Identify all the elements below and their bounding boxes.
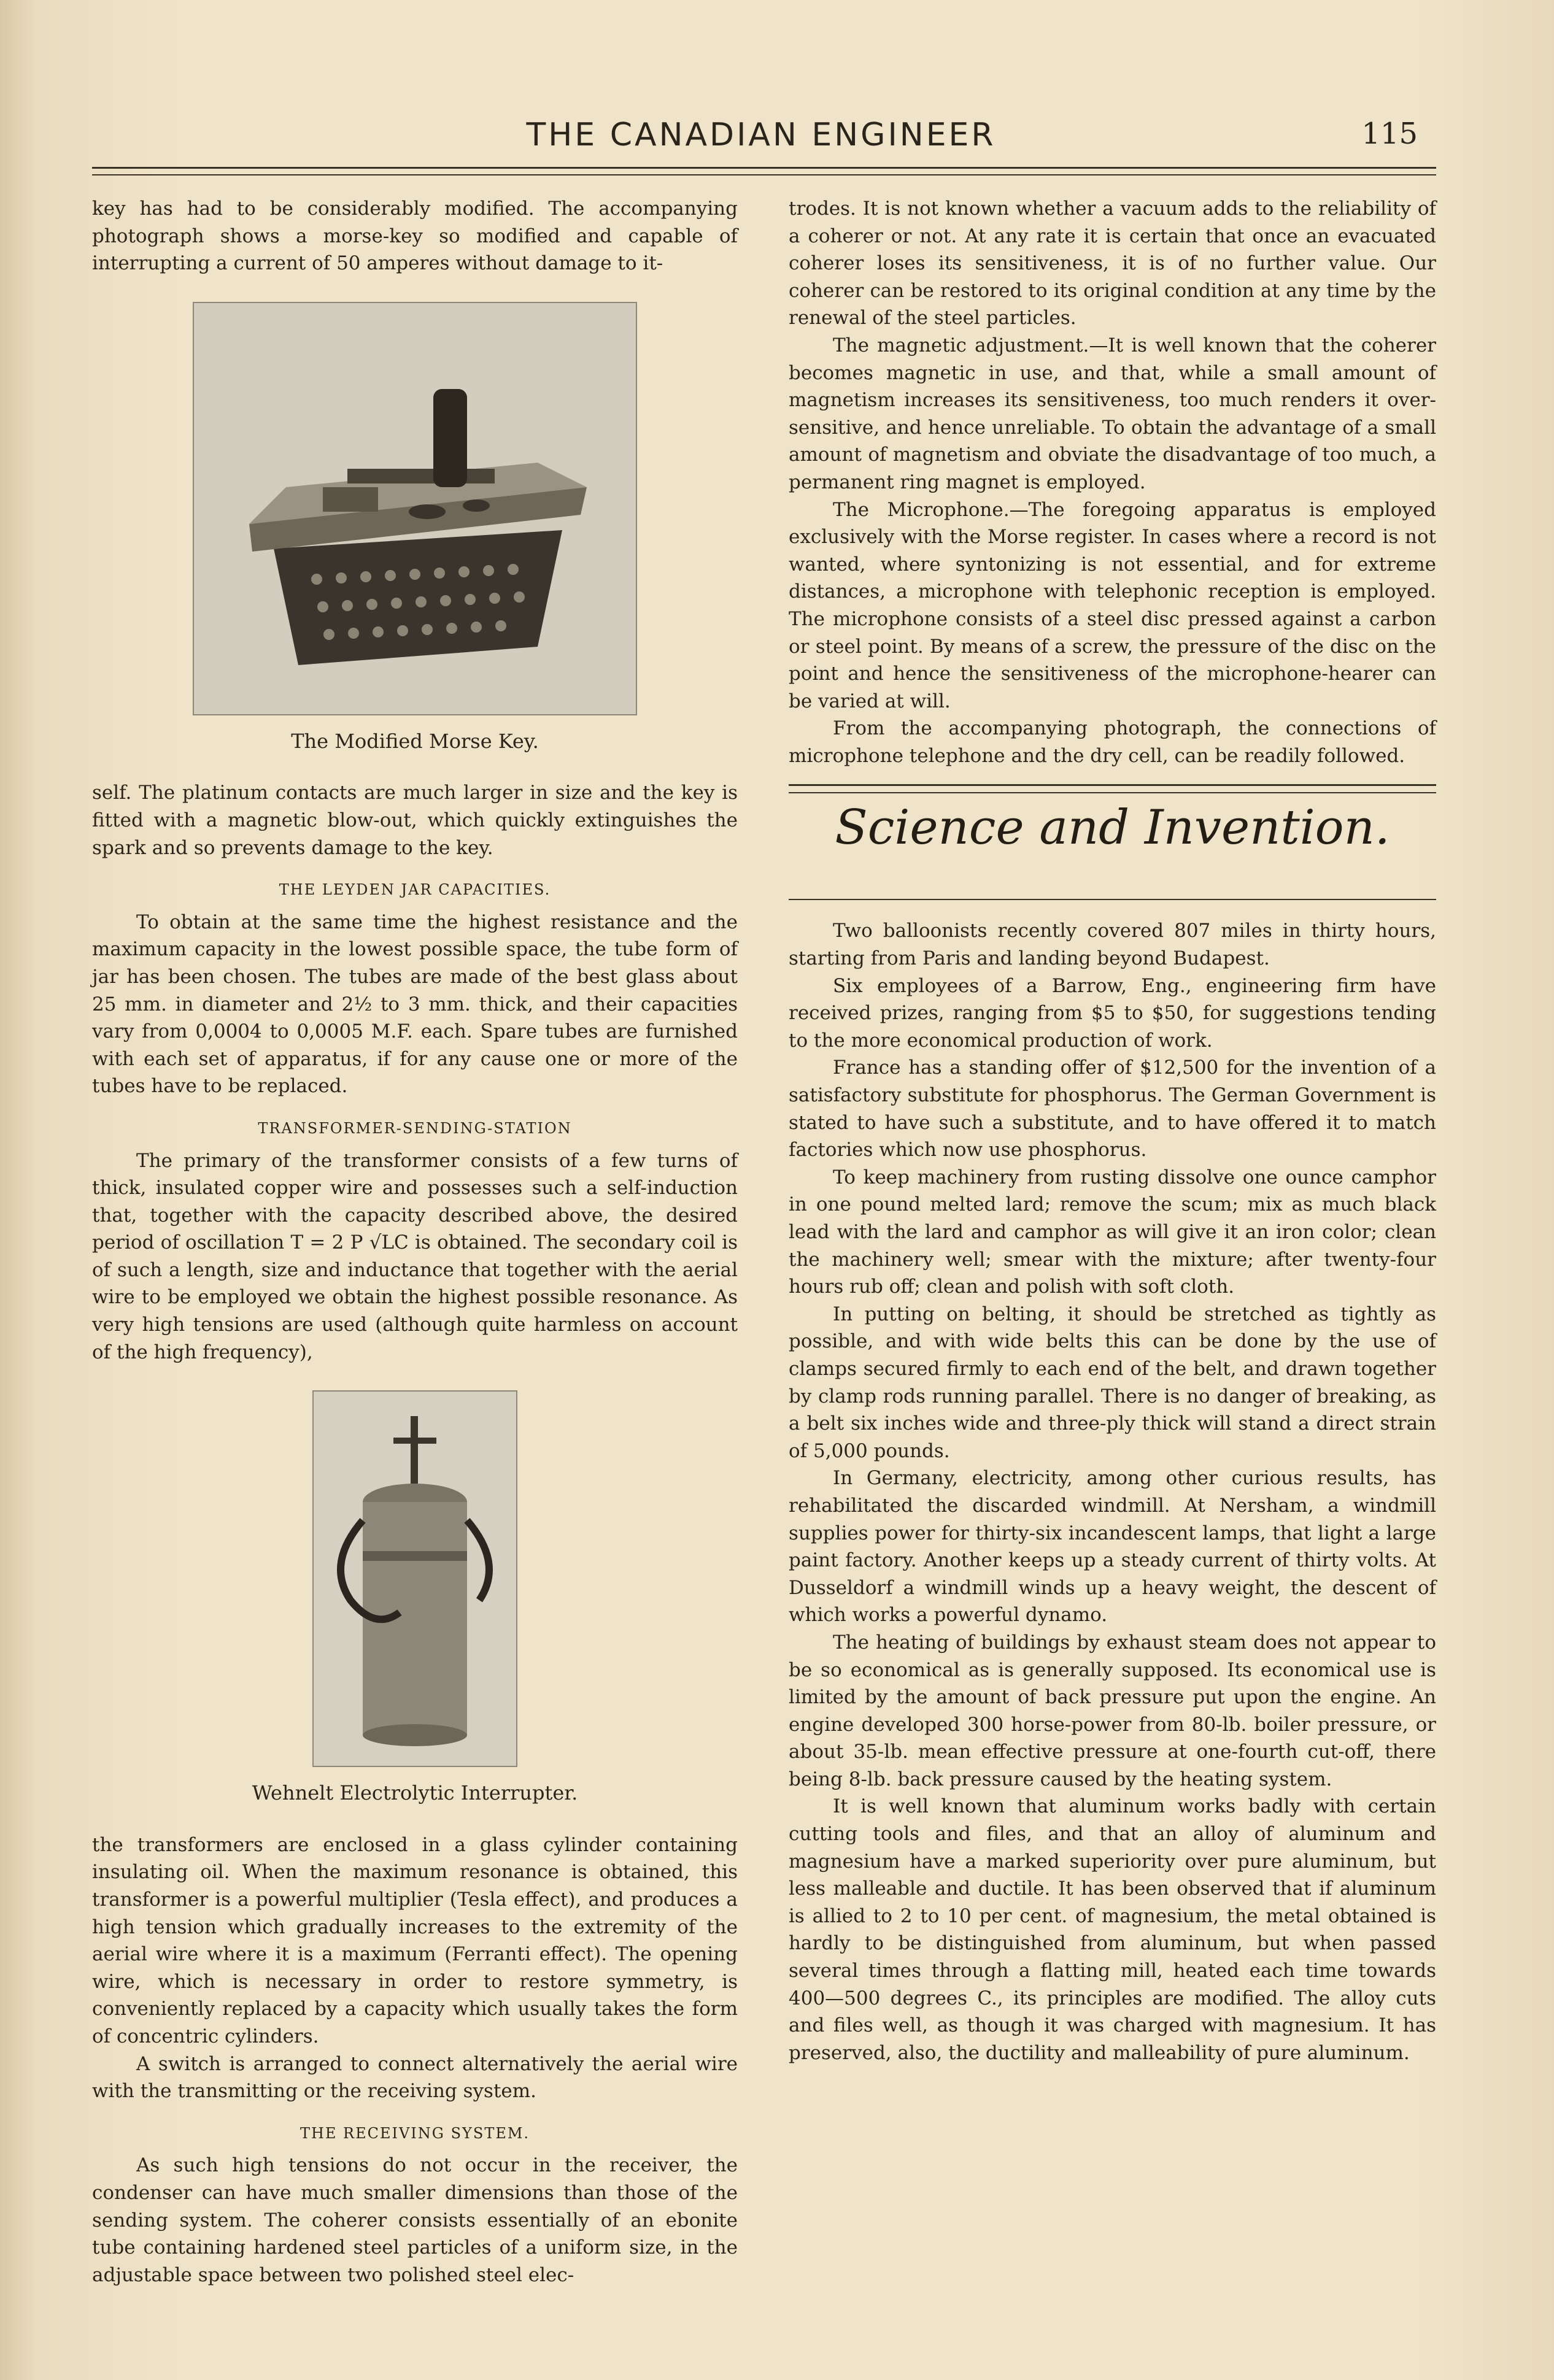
left-column <box>92 195 738 2289</box>
figure-caption: The Modified Morse Key. <box>291 729 539 753</box>
paragraph: A switch is arranged to connect alternatively the aerial wire with the transmitting or the receiving system. <box>92 2052 738 2103</box>
paragraph: To obtain at the same time the highest resistance and the maximum capacity in the lowest possible space, the tube form of jar has been chosen. The tubes are made of the best glass about 25 mm. in diameter and 2½ to 3 mm. thick, and their capacities vary from 0,0004 to 0,0005 M.F. each. Spare tubes are furnished with each set of apparatus, if for any cause one or more of the tubes have to be replaced. <box>92 911 738 1098</box>
page-number: 115 <box>1361 117 1418 151</box>
morse-key-image <box>194 303 636 714</box>
section-heading: THE LEYDEN JAR CAPACITIES. <box>279 881 551 899</box>
news-item: In putting on belting, it should be stretched as tightly as possible, and with wide belts this can be done by the use of clamps secured firmly to each end of the belt, and drawn together by clamp rods running parallel. There is no danger of breaking, as a belt six inches wide and three-ply thick will stand a direct strain of 5,000 pounds. <box>789 1303 1436 1462</box>
wehnelt-interrupter-photo <box>312 1390 517 1767</box>
news-item: The heating of buildings by exhaust steam does not appear to be so economical as is generally supposed. Its economical use is limited by the amount of back pressure put upon the engine. An engine developed 300 horse-power from 80-lb. boiler pressure, or about 35-lb. mean effective pressure at one-fourth cut-off, there being 8-lb. back pressure caused by the heating system. <box>789 1631 1436 1790</box>
paragraph: self. The platinum contacts are much larger in size and the key is fitted with a magnetic blow-out, which quickly extinguishes the spark and so prevents damage to the key. <box>92 782 738 859</box>
header-rule-secondary <box>92 174 1436 175</box>
section-divider-secondary <box>789 792 1436 793</box>
paragraph: The primary of the transformer consists of a few turns of thick, insulated copper wire and possesses such a self-induction that, together with the capacity described above, the desired period of oscillation T = 2 P √LC is obtained. The secondary coil is of such a length, size and inductance that together with the aerial wire to be employed we obtain the highest possible resonance. As very high tensions are used (although quite harmless on account of the high frequency), <box>92 1149 738 1363</box>
paragraph: trodes. It is not known whether a vacuum adds to the reliability of a coherer or not. At any rate it is certain that once an evacuated coherer loses its sensitiveness, it is of no further value. Our coherer can be restored to its original condition at any time by the renewal of the steel particles. <box>789 198 1436 329</box>
science-and-invention-title: Science and Invention. <box>835 800 1390 856</box>
news-item: It is well known that aluminum works badly with certain cutting tools and files, and that an alloy of aluminum and magnesium have a marked superiority over pure aluminum, but less malleable and ductile. It has been observed that if aluminum is allied to 2 to 10 per cent. of magnesium, the metal obtained is hardly to be distinguished from aluminum, but when passed several times through a flatting mill, heated each time towards 400—500 degrees C., its principles are modified. The alloy cuts and files well, as though it was charged with magnesium. It has preserved, also, the ductility and malleability of pure aluminum. <box>789 1795 1436 2064</box>
paragraph: the transformers are enclosed in a glass cylinder containing insulating oil. When the maximum resonance is obtained, this transformer is a powerful multiplier (Tesla effect), and produces a high tension which gradually increases to the extremity of the aerial wire where it is a maximum (Ferranti effect). The opening wire, which is necessary in order to restore symmetry, is conveniently replaced by a capacity which usually takes the form of concentric cylinders. <box>92 1833 738 2047</box>
news-item: France has a standing offer of $12,500 for the invention of a satisfactory substitute for phosphorus. The German Government is stated to have such a substitute, and to have offered it to match factories which now use phosphorus. <box>789 1057 1436 1161</box>
news-item: To keep machinery from rusting dissolve one ounce camphor in one pound melted lard; remove the scum; mix as much black lead with the lard and camphor as will give it an iron color; clean the machinery well; smear with the mixture; after twenty-four hours rub off; clean and polish with soft cloth. <box>789 1166 1436 1298</box>
journal-title: THE CANADIAN ENGINEER <box>526 117 996 153</box>
news-item: Two balloonists recently covered 807 miles in thirty hours, starting from Paris and landing beyond Budapest. <box>789 920 1436 970</box>
paragraph: The magnetic adjustment.—It is well known that the coherer becomes magnetic in use, and that, while a small amount of magnetism increases its sensitiveness, too much renders it over-sensitive, and hence unreliable. To obtain the advantage of a small amount of magnetism and obviate the disadvantage of too much, a permanent ring magnet is employed. <box>789 334 1436 493</box>
title-underline <box>789 899 1436 900</box>
paragraph: From the accompanying photograph, the connections of microphone telephone and the dry cell, can be readily followed. <box>789 717 1436 767</box>
wehnelt-interrupter-image <box>314 1392 516 1766</box>
morse-key-photo <box>193 302 637 715</box>
section-heading: TRANSFORMER-SENDING-STATION <box>258 1119 572 1137</box>
paragraph: The Microphone.—The foregoing apparatus is employed exclusively with the Morse register. In cases where a record is not wanted, where syntonizing is not essential, and for extreme distances, a microphone with telephonic reception is employed. The microphone consists of a steel disc pressed against a carbon or steel point. By means of a screw, the pressure of the disc on the point and hence the sensitiveness of the microphone-hearer can be varied at will. <box>789 498 1436 712</box>
right-column <box>789 195 1436 2066</box>
section-heading: THE RECEIVING SYSTEM. <box>300 2124 530 2142</box>
news-item: In Germany, electricity, among other curious results, has rehabilitated the discarded windmill. At Nersham, a windmill supplies power for thirty-six incandescent lamps, that light a large paint factory. Another keeps up a steady current of thirty volts. At Dusseldorf a windmill winds up a heavy weight, the descent of which works a powerful dynamo. <box>789 1467 1436 1627</box>
paragraph: key has had to be considerably modified. The accompanying photograph shows a morse-key so modified and capable of interrupting a current of 50 amperes without damage to it- <box>92 198 738 275</box>
header-rule <box>92 167 1436 169</box>
news-item: Six employees of a Barrow, Eng., engineering firm have received prizes, ranging from $5 to $50, for suggestions tending to the more economical production of work. <box>789 974 1436 1052</box>
section-divider <box>789 784 1436 786</box>
page-header <box>92 117 1430 160</box>
paragraph: As such high tensions do not occur in the receiver, the condenser can have much smaller dimensions than those of the sending system. The coherer consists essentially of an ebonite tube containing hardened steel particles of a uniform size, in the adjustable space between two polished steel elec- <box>92 2154 738 2286</box>
figure-caption: Wehnelt Electrolytic Interrupter. <box>252 1781 578 1805</box>
